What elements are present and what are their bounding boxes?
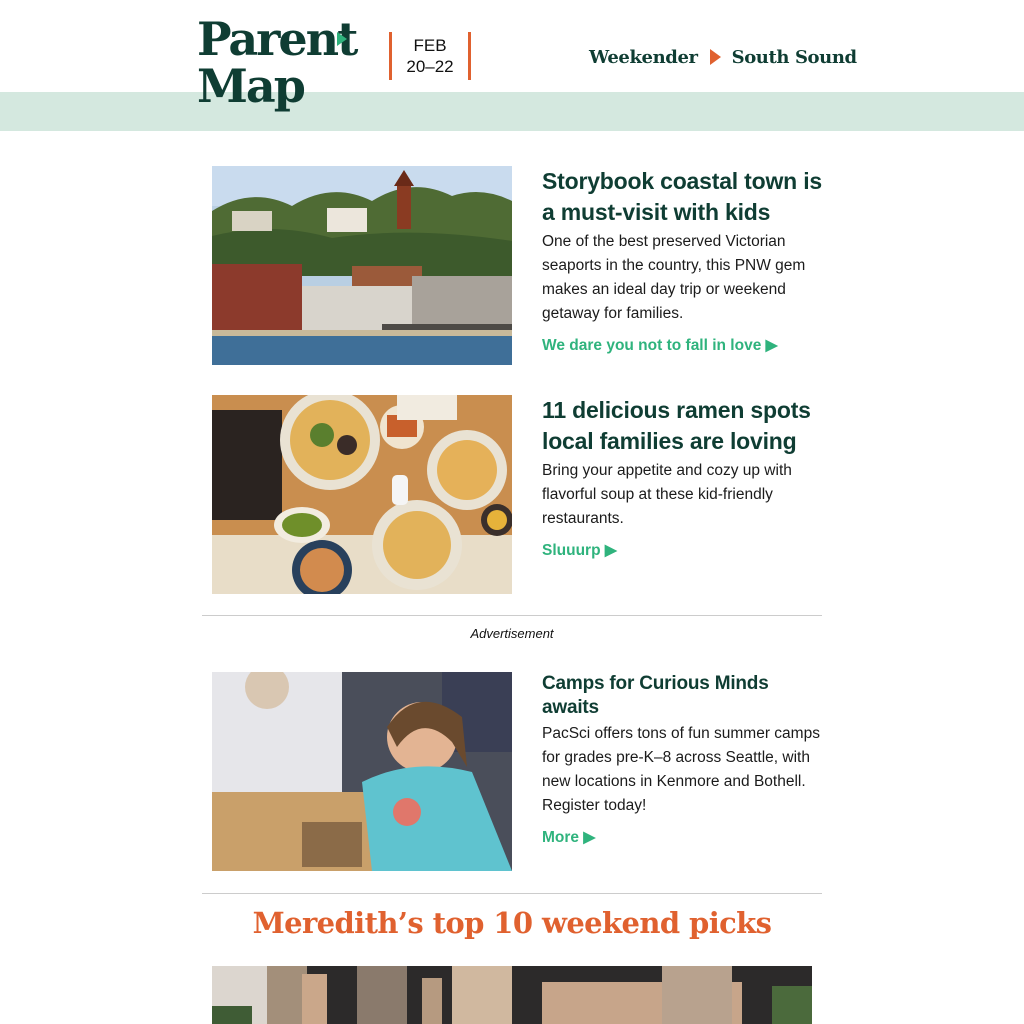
story-description: Bring your appetite and cozy up with flavorful soup at these kid-friendly restaurants. (542, 462, 792, 527)
header-band (0, 92, 1024, 131)
region-name: South Sound (731, 46, 857, 68)
section-title: Meredith’s top 10 weekend picks (252, 906, 772, 940)
logo-line-2: Map (197, 59, 304, 113)
story-image-ramen[interactable] (212, 395, 512, 594)
story-title[interactable]: Storybook coastal town is a must-visit with kids (542, 168, 822, 225)
ad-title[interactable]: Camps for Curious Minds awaits (542, 673, 769, 718)
divider (202, 615, 822, 616)
advertisement-label: Advertisement (470, 626, 554, 641)
newsletter-name: Weekender (589, 46, 698, 68)
issue-date-month: FEB (413, 36, 447, 55)
story-cta-link[interactable]: Sluuurp ▶ (542, 542, 617, 559)
edition-label (589, 45, 857, 69)
weekend-picks-hero-image[interactable] (212, 966, 812, 1024)
parentmap-logo[interactable] (197, 12, 357, 113)
divider (202, 893, 822, 894)
arrow-right-icon (710, 49, 721, 65)
issue-date (389, 32, 471, 80)
ad-image-camps[interactable] (212, 672, 512, 871)
ad-description: PacSci offers tons of fun summer camps for grades pre-K–8 across Seattle, with new locations in Kenmore and Bothell. Register today! (542, 725, 820, 814)
story-image-coastal-town[interactable] (212, 166, 512, 365)
logo-line-1: Parent (197, 12, 357, 66)
issue-date-range: 20–22 (406, 57, 454, 76)
story-title[interactable]: 11 delicious ramen spots local families are loving (542, 397, 811, 454)
story-description: One of the best preserved Victorian seaports in the country, this PNW gem makes an ideal day trip or weekend getaway for families. (542, 233, 806, 322)
story-cta-link[interactable]: We dare you not to fall in love ▶ (542, 337, 778, 354)
ad-cta-link[interactable]: More ▶ (542, 829, 596, 846)
logo-triangle-icon (337, 32, 347, 46)
